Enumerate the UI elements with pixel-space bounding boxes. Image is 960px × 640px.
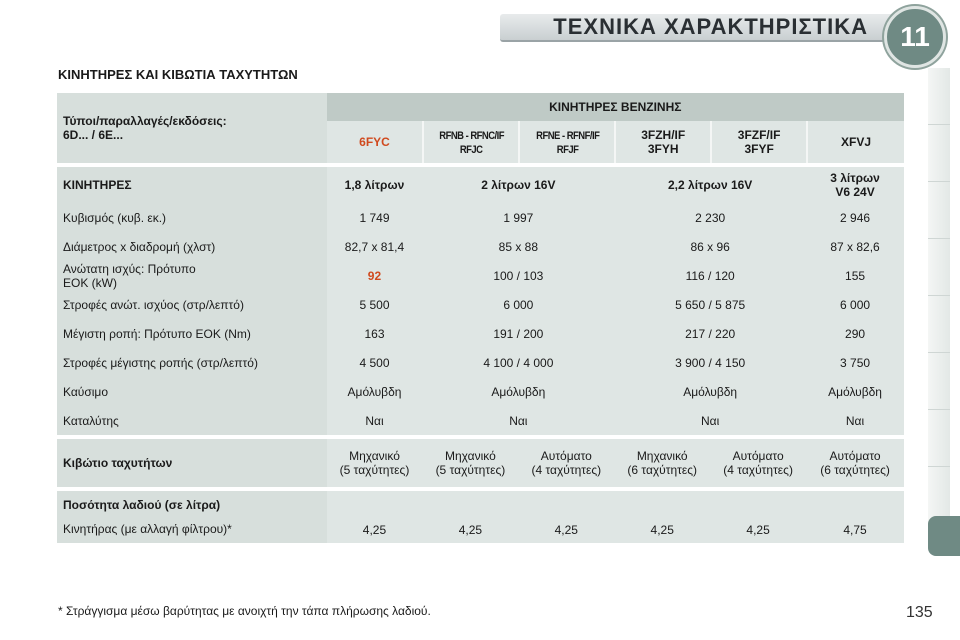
- footnote: * Στράγγισμα μέσω βαρύτητας με ανοιχτή την τάπα πλήρωσης λαδιού.: [58, 604, 431, 618]
- chapter-tab[interactable]: [928, 353, 950, 410]
- gearbox-cell: Μηχανικό (5 ταχύτητες): [422, 439, 518, 487]
- table-header-row: [57, 93, 904, 121]
- table-row: Στροφές μέγιστης ροπής (στρ/λεπτό) 4 500 4 100 / 4 000 3 900 / 4 150 3 750: [57, 348, 904, 377]
- engine-size: 2,2 λίτρων 16V: [614, 167, 806, 203]
- chapter-tab[interactable]: [928, 239, 950, 296]
- oil-value: 4,25: [327, 491, 423, 543]
- engine-size: 1,8 λίτρων: [327, 167, 423, 203]
- engine-size: 2 λίτρων 16V: [422, 167, 614, 203]
- table-row: Στροφές ανώτ. ισχύος (στρ/λεπτό) 5 500 6 000 5 650 / 5 875 6 000: [57, 290, 904, 319]
- engine-code: XFVJ: [806, 121, 904, 163]
- gearbox-cell: Μηχανικό (5 ταχύτητες): [327, 439, 423, 487]
- petrol-engines-header: ΚΙΝΗΤΗΡΕΣ ΒΕΝΖΙΝΗΣ: [327, 93, 904, 121]
- chapter-tab[interactable]: [928, 125, 950, 182]
- engines-row: [57, 167, 904, 203]
- engine-code: RFNB - RFNC/IF RFJC: [422, 121, 518, 163]
- gearbox-cell: Αυτόματο (6 ταχύτητες): [806, 439, 904, 487]
- page-title: ΤΕΧΝΙΚΑ ΧΑΡΑΚΤΗΡΙΣΤΙΚΑ: [553, 14, 868, 39]
- page-number: 135: [906, 604, 933, 621]
- gearbox-cell: Μηχανικό (6 ταχύτητες): [614, 439, 710, 487]
- gearbox-cell: Αυτόματο (4 ταχύτητες): [518, 439, 614, 487]
- chapter-badge: 11: [884, 6, 946, 68]
- engines-label: ΚΙΝΗΤΗΡΕΣ: [57, 167, 327, 203]
- engine-code: RFNE - RFNF/IF RFJF: [518, 121, 614, 163]
- gearbox-row: [57, 439, 904, 487]
- engine-code: 3FZH/IF 3FYH: [614, 121, 710, 163]
- table-row: Καταλύτης Ναι Ναι Ναι Ναι: [57, 406, 904, 435]
- oil-sub-label: Κινητήρας (με αλλαγή φίλτρου)*: [63, 522, 232, 536]
- chapter-tab[interactable]: [928, 68, 950, 125]
- types-label-cell: [57, 93, 327, 163]
- types-codes: 6D... / 6E...: [63, 128, 124, 142]
- engine-spec-table: [57, 93, 904, 543]
- section-title: ΚΙΝΗΤΗΡΕΣ ΚΑΙ ΚΙΒΩΤΙΑ ΤΑΧΥΤΗΤΩΝ: [58, 67, 298, 82]
- gearbox-cell: Αυτόματο (4 ταχύτητες): [710, 439, 806, 487]
- table-row: Διάμετρος x διαδρομή (χλστ) 82,7 x 81,4 85 x 88 86 x 96 87 x 82,6: [57, 232, 904, 261]
- table-row: Κυβισμός (κυβ. εκ.) 1 749 1 997 2 230 2 946: [57, 203, 904, 232]
- oil-value: 4,75: [806, 491, 904, 543]
- engine-code: 3FZF/IF 3FYF: [710, 121, 806, 163]
- table-row: Καύσιμο Αμόλυβδη Αμόλυβδη Αμόλυβδη Αμόλυβδη: [57, 377, 904, 406]
- oil-value: 4,25: [710, 491, 806, 543]
- table-row: Μέγιστη ροπή: Πρότυπο ΕΟΚ (Nm) 163 191 / 200 217 / 220 290: [57, 319, 904, 348]
- oil-value: 4,25: [614, 491, 710, 543]
- oil-value: 4,25: [518, 491, 614, 543]
- oil-row: [57, 491, 904, 543]
- table-row: Ανώτατη ισχύς: Πρότυπο ΕΟΚ (kW) 92 100 / 103 116 / 120 155: [57, 261, 904, 290]
- gearbox-label: Κιβώτιο ταχυτήτων: [57, 439, 327, 487]
- oil-label: Ποσότητα λαδιού (σε λίτρα): [63, 498, 221, 512]
- chapter-tab[interactable]: [928, 296, 950, 353]
- chapter-tabs: [928, 68, 950, 578]
- chapter-tab[interactable]: [928, 182, 950, 239]
- engine-size: 3 λίτρων V6 24V: [806, 167, 904, 203]
- oil-label-cell: [57, 491, 327, 543]
- active-chapter-tab[interactable]: [928, 516, 960, 556]
- types-label: Τύποι/παραλλαγές/εκδόσεις:: [63, 114, 227, 128]
- oil-value: 4,25: [422, 491, 518, 543]
- engine-code: 6FYC: [327, 121, 423, 163]
- chapter-tab[interactable]: [928, 410, 950, 467]
